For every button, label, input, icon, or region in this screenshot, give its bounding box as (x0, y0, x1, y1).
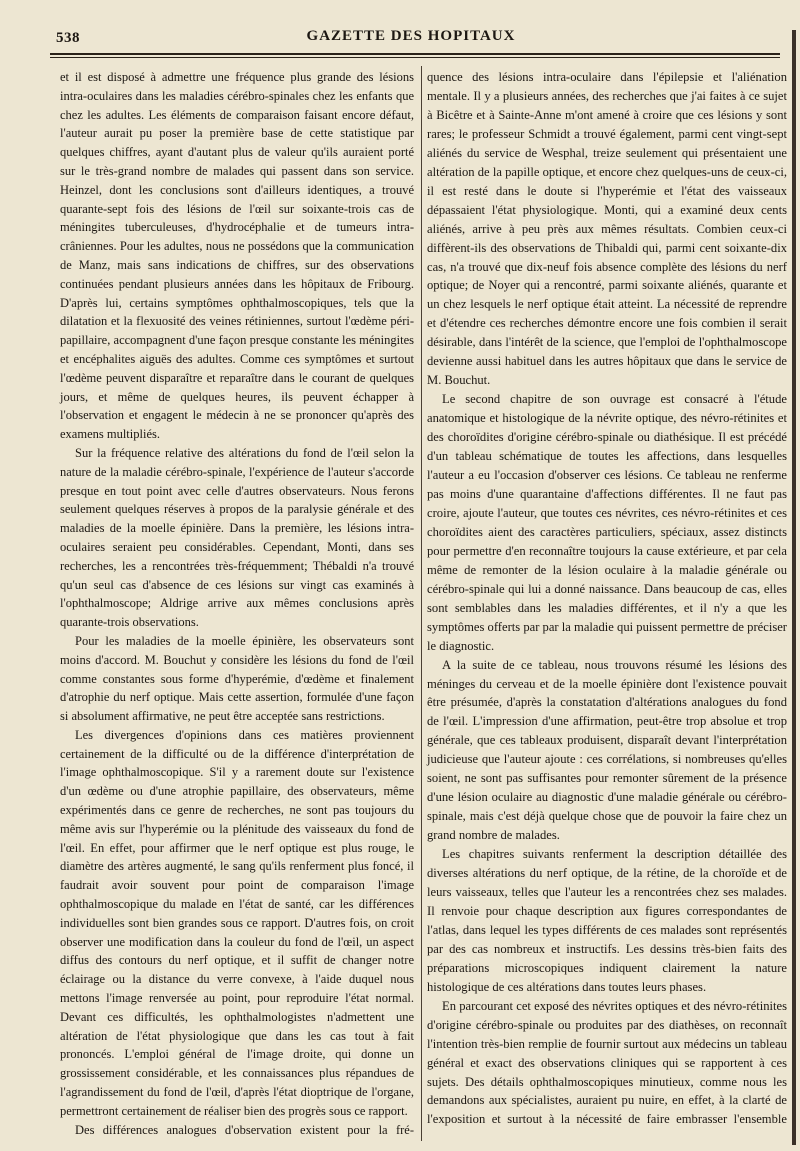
paragraph: Pour les maladies de la moelle épinière, les observateurs sont moins d'accord. M. Bouchut y considère les lésions du fond de l'œil comme constantes sous forme d'hyperémie, d'œdème et finalement d'atrophie du nerf optique. Mais cette assertion, formulée d'une façon si absolument affirmative, ne peut être acceptée sans restrictions. (60, 633, 414, 724)
journal-title: GAZETTE DES HOPITAUX (306, 28, 516, 44)
paragraph: Les chapitres suivants renferment la description détaillée des diverses altérations du nerf optique, de la rétine, de la choroïde et de leurs vaisseaux, telles que l'auteur les a rencontrées chez ses malades. Il renvoie pour chaque description aux figures correspondantes de l'atlas, dans lequel les types différents de ces malades sont représentés par des cas nombreux et instructifs. Les dessins très-bien faits des préparations microscopiques indiquent clairement la nature histologique de ces altérations dans toutes leurs phases. (427, 847, 787, 994)
paragraph: Les divergences d'opinions dans ces matières proviennent certainement de la difficulté ou de la différence d'interprétation de l'image ophthalmoscopique. S'il y a rarement doute sur l'existence d'un œdème ou d'une atrophie papillaire, des observateurs, même expérimentés dans ce genre de recherches, ne sont pas toujours du même avis sur l'hyperémie ou la plénitude des vaisseaux du fond de l'œil. En effet, pour affirmer que le nerf optique est plus rouge, le diamètre des artères augmenté, le sang qu'ils renferment plus foncé, il faudrait avoir souvent pour point de comparaison l'image ophthalmoscopique du malade en l'état de santé, car les différences individuelles sont bien grandes sous ce rapport. D'autres fois, on croit observer une modification dans la couleur du fond de l'œil, un aspect diffus des contours du nerf optique, et il suffit de changer notre éclairage ou la distance du verre convexe, à l'aide duquel nous mettons l'image renversée au point, pour reproduire l'état normal. Devant ces difficultés, les ophthalmologistes n'admettent une altération de l'état physiologique que dans les cas tout à fait prononcés. L'emploi général de l'image droite, qui donne un grossissement considérable, et les connaissances plus répandues de l'agrandissement du fond de l'œil, d'après l'état dioptrique de l'organe, permettront certainement de réaliser bien des progrès sous ce rapport. (60, 727, 414, 1118)
left-column (60, 68, 414, 1139)
paragraph: A la suite de ce tableau, nous trouvons résumé les lésions des méninges du cerveau et de la moelle épinière dont l'existence pouvait être présumée, d'après la constatation d'altérations analogues du fond de l'œil. L'impression d'une affirmation, peut-être trop absolue et trop générale, que ces tableaux produisent, disparaît devant l'interprétation judicieuse que l'auteur ajoute : ces corrélations, si nombreuses qu'elles soient, ne sont pas suffisantes pour remonter sûrement de la présence d'une lésion oculaire au diagnostic d'une maladie générale ou cérébro-spinale, mais c'est déjà quelque chose que de pouvoir la faire chez un grand nombre de malades. (427, 657, 787, 843)
paragraph: Sur la fréquence relative des altérations du fond de l'œil selon la nature de la maladie cérébro-spinale, l'expérience de l'auteur s'accorde presque en tout point avec celle d'autres observateurs. Nous ferons seulement quelques réserves à propos de la paralysie générale et des maladies de la moelle épinière. Dans la première, les lésions intra-oculaires seraient peu considérables. Cependant, Monti, dans ses recherches, les a rencontrées très-fréquemment; Thébaldi n'a trouvé qu'un seul cas d'absence de ces lésions sur vingt cas examinés à l'ophthalmoscope; Aldrige arrive aux mêmes conclusions après quarante-trois observations. (60, 445, 414, 630)
paragraph: quence des lésions intra-oculaire dans l'épilepsie et l'aliénation mentale. Il y a plusieurs années, des recherches que j'ai faites à ce sujet à Bicêtre et à Sainte-Anne m'ont amené à croire que ces lésions y sont rares; le professeur Schmidt a trouvé également, parmi cent vingt-sept aliénés du service de Wesphal, treize seulement qui présentaient une altération de la papille optique, et encore chez quelques-uns de ceux-ci, il est resté dans le doute si l'hyperémie et l'état des vaisseaux dépassaient l'état physiologique. Monti, qui a examiné deux cents aliénés, arrive à peu près aux mêmes résultats. Combien ceux-ci diffèrent-ils des observations de Thibaldi qui, parmi cent soixante-dix cas, n'a trouvé que dix-neuf fois absence complète des lésions du nerf optique; de Noyer qui a rencontré, parmi soixante aliénés, quarante et un chez lesquels le nerf optique était atteint. La nécessité de reprendre et d'étendre ces recherches démontre encore une fois combien il serait désirable, dans l'intérêt de la science, que l'emploi de l'ophthalmoscope devienne aussi habituel dans les autres hôpitaux que dans le service de M. Bouchut. (427, 70, 787, 388)
page-edge-border (792, 30, 796, 1145)
paragraph: Des différences analogues d'observation existent pour la fré- (75, 1122, 414, 1137)
page-number: 538 (56, 30, 80, 46)
paragraph: Le second chapitre de son ouvrage est consacré à l'étude anatomique et histologique de la névrite optique, des névro-rétinites et des choroïdites d'origine cérébro-spinale ou diathésique. Il est précédé d'un tableau schématique de toutes les affections, dans lesquelles l'auteur a eu l'occasion d'observer ces lésions. Ce tableau ne renferme pas moins d'une quarantaine d'affections différentes. Il ne faut pas croire, ajoute l'auteur, que toutes ces névrites, ces névro-rétinites et ces choroïdites aient des caractères particuliers, spéciaux, assez distincts pour permettre d'en reconnaître toujours la cause extérieure, et par cela même de remonter de la lésion oculaire à la maladie générale ou cérébro-spinale qui lui a donné naissance. Dans beaucoup de cas, elles sont semblables dans les maladies différentes, et il n'y a que les symptômes offerts par par la maladie qui puissent permettre de préciser le diagnostic. (427, 392, 787, 653)
paragraph: et il est disposé à admettre une fréquence plus grande des lésions intra-oculaires dans les maladies cérébro-spinales chez les enfants que chez les adultes. Les éléments de comparaison faisant encore défaut, l'auteur aurait pu poser la première base de cette statistique par quelques chiffres, ayant d'autant plus de valeur qu'ils auraient porté sur le très-grand nombre de malades qui passent dans son service. Heinzel, dont les conclusions sont d'ailleurs identiques, a trouvé quarante-sept fois des lésions de l'œil sur soixante-trois cas de méningites tuberculeuses, d'hydrocéphalie et de tumeurs intra-crâniennes. Pour les adultes, nous ne possédons que la communication de Manz, mais sans indications de chiffres, sur des observations continuées pendant plusieurs années dans les hôpitaux de Fribourg. D'après lui, certains symptômes ophthalmoscopiques, tels que la dilatation et la flexuosité des veines rétiniennes, surtout l'œdème péri-papillaire, accompagnent d'une façon presque constante les méningites et encéphalites aiguës des adultes. Comme ces symptômes et surtout l'œdème peuvent disparaître et reparaître dans le courant de quelques jours, et même de quelques heures, ils peuvent échapper à l'observation et engagent le médecin à ne se prononcer qu'après des examens multipliés. (60, 70, 414, 442)
header-rule-thin (50, 57, 780, 58)
page-header (42, 28, 780, 50)
header-rule-thick (50, 53, 780, 55)
right-column (427, 68, 787, 1129)
column-divider (421, 66, 422, 1141)
paragraph: En parcourant cet exposé des névrites optiques et des névro-rétinites d'origine cérébro-spinale ou produites par des diathèses, on reconnaît l'intention très-bien remplie de fournir surtout aux médecins un tableau général et exact des observations cliniques qui se rapportent à ces sujets. Des détails ophthalmoscopiques minutieux, comme nous les demandons aux spécialistes, auraient pu nuire, en effet, à la clarté de l'exposition et surtout à la nécessité de faire embrasser l'ensemble (427, 998, 787, 1127)
